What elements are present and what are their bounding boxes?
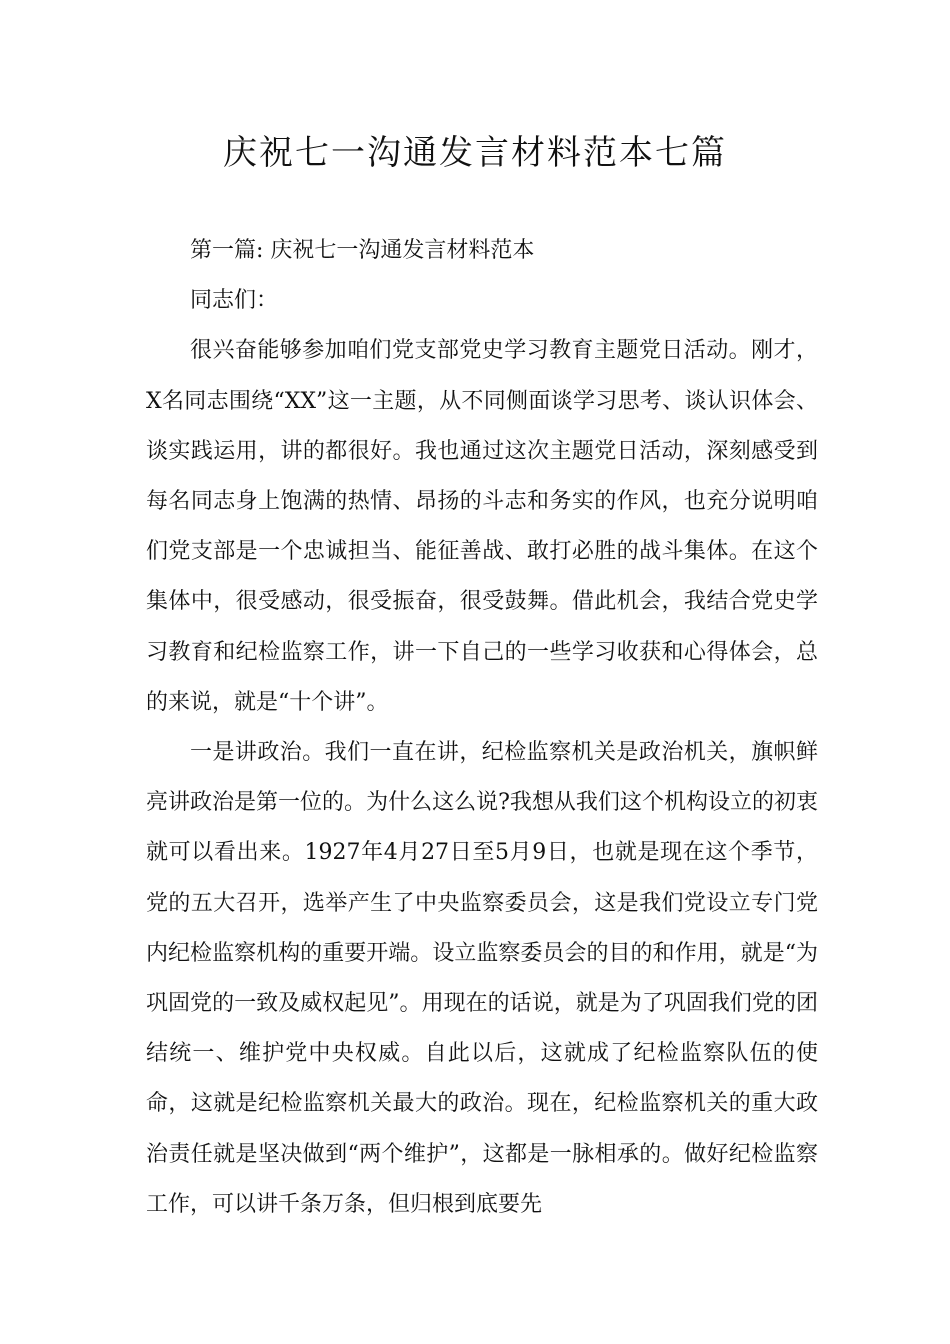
document-title: 庆祝七一沟通发言材料范本七篇 <box>223 133 727 173</box>
salutation: 同志们： <box>190 288 279 314</box>
body-paragraph: 很兴奋能够参加咱们党支部党史学习教育主题党日活动。刚才，X名同志围绕“XX”这一主题，从不同侧面谈学习思考、谈认识体会、谈实践运用，讲的都很好。我也通过这次主题党日活动，深刻感受到每名同志身上饱满的热情、昂扬的斗志和务实的作风，也充分说明咱们党支部是一个忠诚担当、能征善战、敢打必胜的战斗集体。在这个集体中，很受感动，很受振奋，很受鼓舞。借此机会，我结合党史学习教育和纪检监察工作，讲一下自己的一些学习收获和心得体会，总的来说，就是“十个讲”。 <box>146 338 818 715</box>
body-paragraph: 一是讲政治。我们一直在讲，纪检监察机关是政治机关，旗帜鲜亮讲政治是第一位的。为什么这么说?我想从我们这个机构设立的初衷就可以看出来。1927年4月27日至5月9日，也就是现在这个季节，党的五大召开，选举产生了中央监察委员会，这是我们党设立专门党内纪检监察机构的重要开端。设立监察委员会的目的和作用，就是“为巩固党的一致及威权起见”。用现在的话说，就是为了巩固我们党的团结统一、维护党中央权威。自此以后，这就成了纪检监察队伍的使命，这就是纪检监察机关最大的政治。现在，纪检监察机关的重大政治责任就是坚决做到“两个维护”，这都是一脉相承的。做好纪检监察工作，可以讲千条万条，但归根到底要先 <box>146 740 818 1217</box>
section-heading: 第一篇: 庆祝七一沟通发言材料范本 <box>190 238 535 263</box>
document-body <box>146 226 818 1230</box>
